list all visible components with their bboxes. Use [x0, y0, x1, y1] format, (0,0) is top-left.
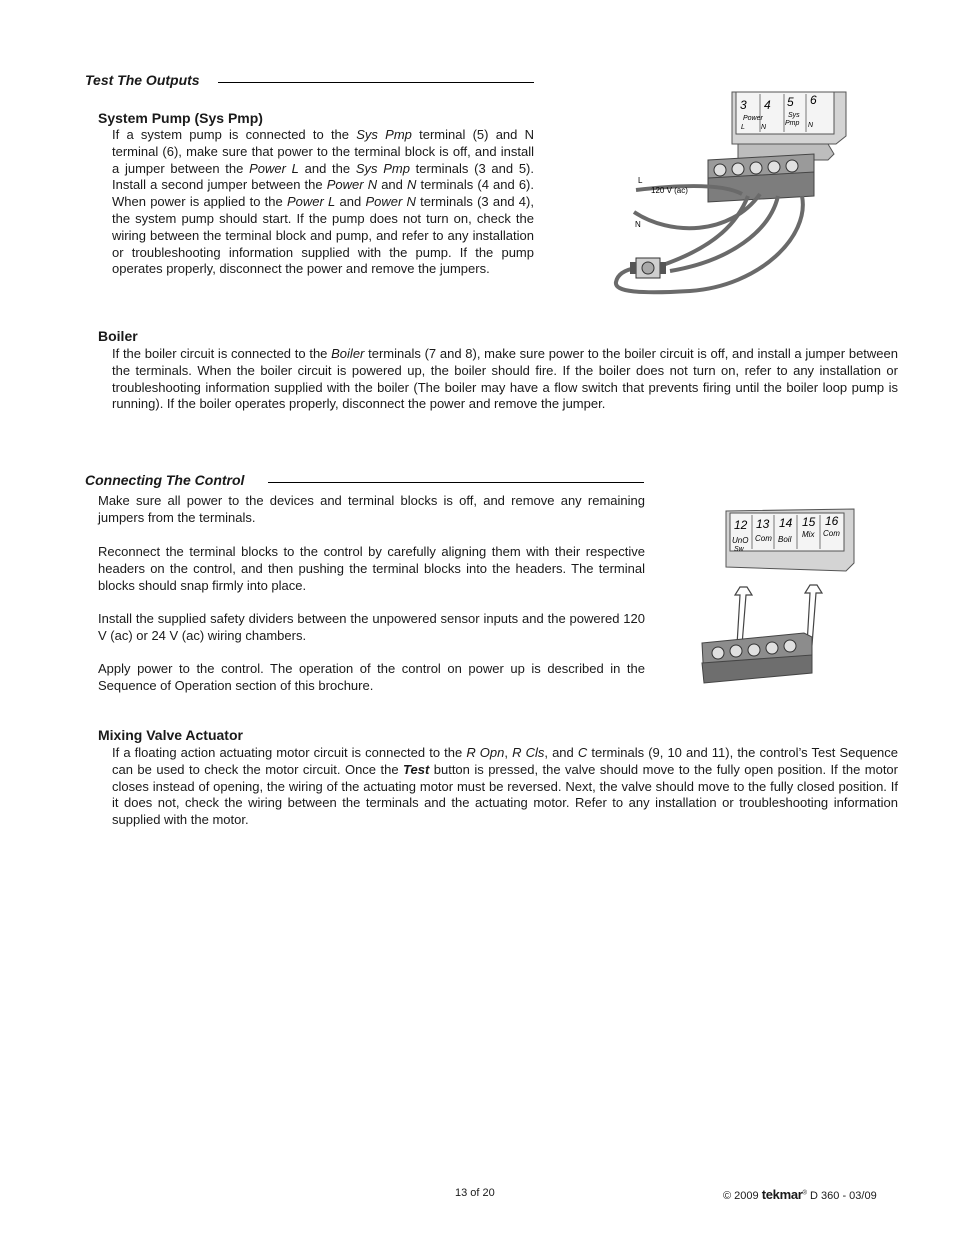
subheading-mixing-valve: Mixing Valve Actuator — [98, 727, 243, 743]
terminal-label: Boil — [778, 535, 792, 544]
screw-icon — [750, 162, 762, 174]
label-power: Power — [743, 115, 763, 122]
label-l: L — [741, 124, 745, 131]
terminal-block-connect-figure — [696, 505, 866, 687]
terminal-label: Com — [755, 534, 772, 543]
subheading-boiler: Boiler — [98, 328, 138, 344]
paragraph-connecting-3: Install the supplied safety dividers between the unpowered sensor inputs and the powered 120 V (ac) or 24 V (ac) wiring chambers. — [98, 611, 645, 643]
terminal-label: Mix — [802, 530, 815, 539]
wire-label-n: N — [635, 220, 641, 229]
screw-icon — [784, 640, 796, 652]
paragraph-connecting-4: Apply power to the control. The operation of the control on power up is described in the Sequence of Operation section of this brochure. — [98, 661, 645, 693]
paragraph-boiler: If the boiler circuit is connected to the Boiler terminals (7 and 8), make sure power to the boiler circuit is off, and install a jumper between the terminals. When the boiler circuit is powered up, the boiler should fire. If the boiler does not turn on, refer to any installation or troubleshooting information supplied with the boiler (The boiler may have a flow switch that prevents firing until the boiler loop pump is running). If the boiler operates properly, disconnect the power and remove the jumper. — [112, 346, 898, 412]
terminal-block-pump-figure — [610, 86, 856, 298]
voltage-label: 120 V (ac) — [651, 186, 688, 195]
terminal-number: 14 — [779, 516, 793, 530]
label-n2: N — [808, 122, 814, 129]
section-rule — [268, 482, 644, 483]
screw-icon — [730, 645, 742, 657]
label-pmp: Pmp — [785, 120, 800, 127]
section-title-connecting-control: Connecting The Control — [85, 472, 245, 488]
paragraph-system-pump: If a system pump is connected to the Sys Pmp terminal (5) and N terminal (6), make sure that power to the terminal block is off, and install a jumper between the Power L and the Sys Pmp terminals (3 and 5). Install a second jumper between the Power N and N terminals (4 and 6). When power is applied to the Power L and Power N terminals (3 and 4), the system pump should start. If the pump does not turn on, check the wiring between the terminal block and pump, and refer to any installation or troubleshooting information supplied with the pump. If the pump operates properly, disconnect the power and remove the jumpers. — [112, 127, 535, 277]
arrow-up-icon — [735, 587, 752, 645]
screw-icon — [768, 161, 780, 173]
paragraph-mixing-valve: If a floating action actuating motor circuit is connected to the R Opn, R Cls, and C terminals (9, 10 and 11), the control’s Test Sequence can be used to check the motor circuit. Once the Test button is pressed, the valve should move to the fully open position. If the motor closes instead of opening, the wiring of the actuating motor must be reversed. Next, the valve should move to the fully closed position. If it does not, check the wiring between the terminals and the actuating motor. Refer to any installation or troubleshooting information supplied with the motor. — [112, 745, 899, 828]
label-sys: Sys — [788, 112, 800, 119]
terminal-number: 5 — [787, 95, 794, 109]
terminal-number: 6 — [810, 93, 817, 107]
terminal-number: 3 — [740, 98, 747, 112]
screw-icon — [766, 642, 778, 654]
tekmar-logo: tekmar — [761, 1187, 803, 1202]
document-id: D 360 - 03/09 — [810, 1190, 877, 1202]
section-title-test-outputs: Test The Outputs — [85, 72, 200, 88]
subheading-system-pump: System Pump (Sys Pmp) — [98, 110, 263, 126]
screw-icon — [748, 644, 760, 656]
paragraph-connecting-1: Make sure all power to the devices and terminal blocks is off, and remove any remaining jumpers from the terminals. — [98, 493, 645, 525]
terminal-label-panel — [736, 92, 834, 134]
paragraph-connecting-2: Reconnect the terminal blocks to the control by carefully aligning them with their respective headers on the control, and then pushing the terminal blocks into the headers. The terminal blocks should snap firmly into place. — [98, 544, 645, 593]
label-n: N — [761, 124, 767, 131]
section-rule — [218, 82, 534, 83]
screw-icon — [714, 164, 726, 176]
terminal-number: 12 — [734, 518, 748, 532]
screw-icon — [732, 163, 744, 175]
terminal-label: UnO — [732, 536, 749, 545]
terminal-number: 4 — [764, 98, 771, 112]
wire-label-l: L — [638, 176, 643, 185]
terminal-number: 13 — [756, 517, 770, 531]
screw-icon — [712, 647, 724, 659]
registered-mark: ® — [802, 1190, 807, 1197]
terminal-label: Com — [823, 529, 840, 538]
copyright: © 2009 — [723, 1190, 759, 1202]
screw-icon — [786, 160, 798, 172]
jumper-wire — [660, 196, 748, 266]
terminal-number: 15 — [802, 515, 816, 529]
terminal-sub-label: Sw — [734, 546, 744, 553]
page-number: 13 of 20 — [455, 1187, 495, 1199]
terminal-number: 16 — [825, 514, 839, 528]
footer-doc-info — [723, 1187, 877, 1202]
